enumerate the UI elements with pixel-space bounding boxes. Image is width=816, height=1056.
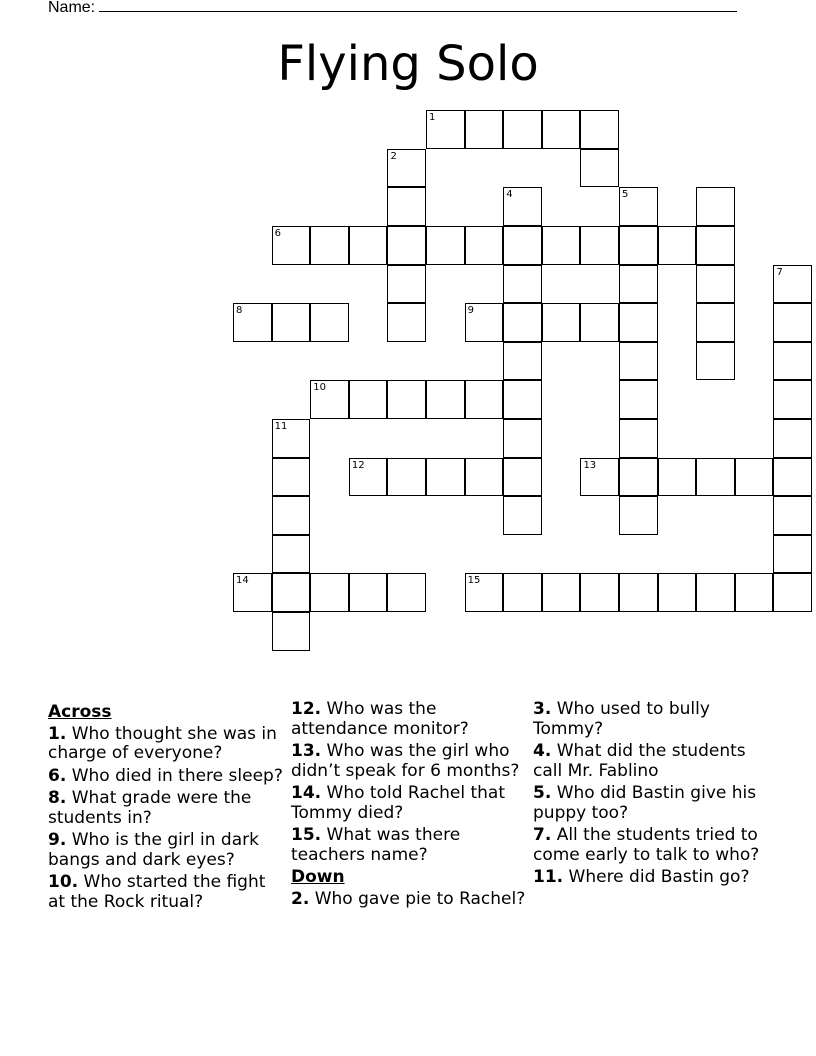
grid-cell[interactable]: [349, 573, 388, 612]
grid-cell[interactable]: [233, 573, 272, 612]
down-clue-list-continued: [533, 700, 769, 888]
grid-cell[interactable]: [542, 573, 581, 612]
grid-cell[interactable]: [503, 187, 542, 226]
clue-number: 6: [274, 228, 282, 240]
across-heading: Across: [48, 702, 112, 722]
grid-cell[interactable]: [503, 573, 542, 612]
grid-cell[interactable]: [272, 573, 311, 612]
clue-item-text: What was there teachers name?: [291, 825, 461, 865]
grid-cell[interactable]: [503, 419, 542, 458]
clue-item-number: 13.: [291, 741, 322, 761]
grid-cell[interactable]: [542, 303, 581, 342]
grid-cell[interactable]: [310, 226, 349, 265]
grid-cell[interactable]: [503, 458, 542, 497]
grid-cell[interactable]: [465, 380, 504, 419]
clue-number: 9: [467, 305, 475, 317]
clue-number: 8: [236, 305, 243, 317]
grid-cell[interactable]: [619, 265, 658, 304]
clue-item-number: 1.: [48, 723, 67, 744]
clue-item: [48, 725, 284, 764]
grid-cell[interactable]: [735, 458, 774, 497]
grid-cell[interactable]: [426, 110, 465, 149]
clue-item-number: 3.: [533, 699, 552, 719]
clue-item-text: Who thought she was in charge of everyone?: [48, 723, 277, 763]
clue-item-text: Who was the girl who didn’t speak for 6 months?: [291, 741, 520, 781]
grid-cell[interactable]: [387, 303, 426, 342]
clue-item: [291, 784, 527, 823]
name-underline[interactable]: [99, 0, 737, 12]
grid-cell[interactable]: [696, 303, 735, 342]
clue-item-number: 2.: [291, 888, 310, 909]
page-title: Flying Solo: [277, 36, 539, 92]
clue-item: [533, 868, 769, 888]
clue-number: 10: [313, 382, 326, 394]
grid-cell[interactable]: [658, 458, 697, 497]
grid-cell[interactable]: [580, 149, 619, 188]
clue-number: 2: [390, 150, 397, 162]
grid-cell[interactable]: [310, 303, 349, 342]
grid-cell[interactable]: [619, 496, 658, 535]
grid-cell[interactable]: [503, 226, 542, 265]
clue-item-number: 12.: [291, 699, 322, 719]
grid-cell[interactable]: [619, 573, 658, 612]
grid-cell[interactable]: [696, 458, 735, 497]
across-clue-list: [48, 725, 284, 913]
grid-cell[interactable]: [619, 342, 658, 381]
clue-item: [533, 784, 769, 823]
grid-cell[interactable]: [619, 419, 658, 458]
clue-item: [291, 742, 527, 781]
grid-cell[interactable]: [773, 380, 812, 419]
grid-cell[interactable]: [272, 226, 311, 265]
across-clue-list-continued: [291, 700, 527, 865]
grid-cell[interactable]: [773, 458, 812, 497]
down-clue-list: [291, 890, 527, 910]
clue-item-number: 10.: [48, 872, 79, 892]
grid-cell[interactable]: [735, 573, 774, 612]
clue-item-text: What grade were the students in?: [48, 788, 252, 828]
grid-cell[interactable]: [272, 303, 311, 342]
grid-cell[interactable]: [426, 380, 465, 419]
clue-number: 7: [776, 266, 783, 278]
clues-column-2: [291, 700, 527, 912]
grid-cell[interactable]: [696, 226, 735, 265]
grid-cell[interactable]: [619, 458, 658, 497]
grid-cell[interactable]: [272, 458, 311, 497]
clue-item-text: Who died in there sleep?: [66, 765, 283, 786]
clue-item: [48, 873, 284, 912]
grid-cell[interactable]: [233, 303, 272, 342]
grid-cell[interactable]: [619, 303, 658, 342]
grid-cell[interactable]: [773, 535, 812, 574]
grid-cell[interactable]: [349, 380, 388, 419]
clue-item: [291, 890, 527, 910]
grid-cell[interactable]: [310, 573, 349, 612]
grid-cell[interactable]: [272, 419, 311, 458]
clue-item: [48, 767, 284, 787]
grid-cell[interactable]: [580, 573, 619, 612]
grid-cell[interactable]: [387, 573, 426, 612]
clue-item-text: Who told Rachel that Tommy died?: [291, 783, 505, 823]
grid-cell[interactable]: [503, 496, 542, 535]
clues-column-1: [48, 700, 284, 915]
clue-number: 13: [583, 459, 597, 471]
clue-item-text: Who is the girl in dark bangs and dark eyes?: [48, 830, 259, 870]
grid-cell[interactable]: [542, 226, 581, 265]
grid-cell[interactable]: [387, 265, 426, 304]
grid-cell[interactable]: [503, 303, 542, 342]
grid-cell[interactable]: [310, 380, 349, 419]
clue-item-text: All the students tried to come early to talk to who?: [533, 825, 760, 865]
grid-cell[interactable]: [580, 303, 619, 342]
grid-cell[interactable]: [773, 303, 812, 342]
clue-number: 12: [351, 459, 365, 471]
grid-cell[interactable]: [658, 226, 697, 265]
grid-cell[interactable]: [503, 265, 542, 304]
grid-cell[interactable]: [272, 612, 311, 651]
grid-cell[interactable]: [272, 535, 311, 574]
grid-cell[interactable]: [619, 187, 658, 226]
grid-cell[interactable]: [426, 458, 465, 497]
clue-number: 14: [236, 575, 249, 587]
clue-item-number: 14.: [291, 783, 322, 803]
clue-item-number: 7.: [533, 825, 552, 845]
clue-item-text: Who did Bastin give his puppy too?: [533, 783, 757, 823]
grid-cell[interactable]: [696, 187, 735, 226]
grid-cell[interactable]: [387, 458, 426, 497]
clues-column-3: [533, 700, 769, 891]
grid-cell[interactable]: [580, 110, 619, 149]
grid-cell[interactable]: [773, 265, 812, 304]
grid-cell[interactable]: [349, 226, 388, 265]
clue-item-number: 11.: [533, 867, 564, 887]
down-heading: Down: [291, 867, 345, 887]
clue-item: [291, 700, 527, 739]
clue-item-number: 5.: [533, 783, 552, 803]
grid-cell[interactable]: [426, 226, 465, 265]
grid-cell[interactable]: [387, 149, 426, 188]
clue-item: [533, 700, 769, 739]
grid-cell[interactable]: [696, 573, 735, 612]
clue-item-text: Who started the fight at the Rock ritual?: [48, 872, 266, 912]
grid-cell[interactable]: [465, 110, 504, 149]
clue-item-text: What did the students call Mr. Fablino: [533, 741, 746, 781]
clue-item-text: Who used to bully Tommy?: [533, 699, 710, 739]
clue-item: [533, 826, 769, 865]
clue-item-number: 8.: [48, 788, 67, 808]
grid-cell[interactable]: [503, 110, 542, 149]
grid-cell[interactable]: [619, 226, 658, 265]
grid-cell[interactable]: [465, 573, 504, 612]
grid-cell[interactable]: [272, 496, 311, 535]
clue-item-text: Who gave pie to Rachel?: [309, 888, 526, 909]
grid-cell[interactable]: [465, 303, 504, 342]
clue-number: 4: [506, 189, 513, 201]
grid-cell[interactable]: [696, 342, 735, 381]
grid-cell[interactable]: [503, 380, 542, 419]
grid-cell[interactable]: [387, 226, 426, 265]
clue-number: 5: [622, 189, 629, 201]
grid-cell[interactable]: [773, 419, 812, 458]
grid-cell[interactable]: [773, 342, 812, 381]
grid-cell[interactable]: [387, 380, 426, 419]
grid-cell[interactable]: [773, 496, 812, 535]
clue-item: [48, 831, 284, 870]
grid-cell[interactable]: [619, 380, 658, 419]
clue-item-number: 6.: [48, 765, 67, 786]
grid-cell[interactable]: [465, 458, 504, 497]
clue-item: [291, 826, 527, 865]
grid-cell[interactable]: [658, 573, 697, 612]
clue-item-text: Who was the attendance monitor?: [291, 699, 469, 739]
clue-number: 11: [274, 421, 288, 433]
clue-number: 15: [467, 575, 481, 587]
grid-cell[interactable]: [542, 110, 581, 149]
clue-number: 1: [429, 112, 436, 124]
grid-cell[interactable]: [349, 458, 388, 497]
name-label: Name:: [48, 0, 96, 16]
clue-item-number: 15.: [291, 825, 322, 845]
clue-item-number: 4.: [533, 741, 552, 761]
grid-cell[interactable]: [580, 226, 619, 265]
clue-item-text: Where did Bastin go?: [563, 867, 750, 887]
grid-cell[interactable]: [465, 226, 504, 265]
clue-item: [48, 789, 284, 828]
clue-item-number: 9.: [48, 830, 67, 850]
name-field[interactable]: [48, 0, 737, 17]
grid-cell[interactable]: [387, 187, 426, 226]
grid-cell[interactable]: [773, 573, 812, 612]
grid-cell[interactable]: [580, 458, 619, 497]
clue-item: [533, 742, 769, 781]
grid-cell[interactable]: [696, 265, 735, 304]
grid-cell[interactable]: [503, 342, 542, 381]
